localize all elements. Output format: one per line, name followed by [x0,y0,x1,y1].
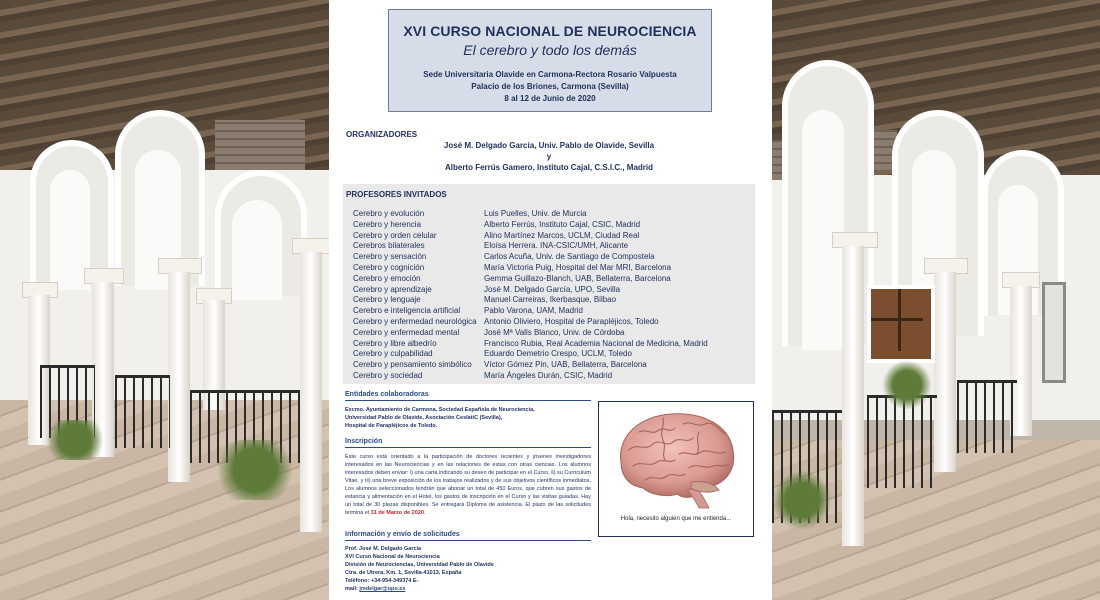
professor-speaker: Eduardo Demetrio Crespo, UCLM, Toledo [484,349,632,359]
professor-row [353,306,583,315]
professor-topic: Cerebro y libre albedrío [353,338,437,348]
contact-address: Ctra. de Utrera, Km. 1, Sevilla-41013, España [345,570,462,576]
inscription-section [345,438,591,517]
professor-topic: Cerebro y cognición [353,263,425,272]
professor-row [353,220,640,229]
collaborators-line: Hospital de Parapléjicos de Toledo. [345,423,438,429]
professor-row [353,263,671,272]
professor-row [353,252,655,261]
collaborators-heading: Entidades colaboradoras [345,391,591,401]
deadline-date: 31 de Marzo de 2020 [370,510,424,516]
title-box [388,9,712,112]
professor-topic: Cerebro y evolución [353,209,425,218]
professor-row [353,371,612,380]
professor-topic: Cerebro y culpabilidad [353,349,433,359]
contact-name: Prof. José M. Delgado García [345,546,422,552]
professor-speaker: Eloísa Herrera. INA-CSIC/UMH, Alicante [484,241,629,251]
organizers-heading: ORGANIZADORES [346,130,418,139]
course-subtitle: El cerebro y todo los demás [463,42,637,58]
professor-speaker: Carlos Acuña, Univ. de Santiago de Compostela [484,252,655,262]
collaborators-line: Excmo. Ayuntamiento de Carmona, Sociedad Española de Neurociencia, [345,407,535,413]
background-photo-right [772,0,1100,600]
course-title: XVI CURSO NACIONAL DE NEUROCIENCIA [403,23,697,39]
background-photo-left [0,0,330,600]
inscription-paragraph [345,453,591,517]
inscription-body: Este curso está orientado a la participación de doctores recientes y jóvenes investigadores interesados en las Neurociencias y en las relaciones de estas con otras ciencias. Los alumnos interesados deben enviar: i) una carta indicando su deseo de participar en el Curso, ii) su Curriculum Vitae, y iii) una breve exposición de los trabajos realizados y de sus objetivos científicos inmediatos. Los alumnos seleccionados tendrán que abonar un total de 450 Euros, que cubren sus gastos de estancia y alimentación en el Hotel, los gastos de inscripción en el Curso y las visitas guiadas. Hay un total de 30 plazas disponibles. Se entregará Diploma de asistencia. El plazo de las solicitudes termina el [345,454,591,516]
professor-topic: Cerebro y aprendizaje [353,284,432,294]
professor-speaker: Luis Puelles, Univ. de Murcia [484,209,587,218]
professors-section [343,184,755,384]
professor-topic: Cerebro y pensamiento simbólico [353,360,472,370]
professor-speaker: Manuel Carreiras, Ikerbasque, Bilbao [484,295,617,305]
contact-phone: Teléfono: +34-954-349374 E- [345,578,419,584]
venue-text: Sede Universitaria Olavide en Carmona-Rectora Rosario Valpuesta [423,70,677,79]
professor-speaker: Alino Martínez Marcos, UCLM, Ciudad Real [484,230,640,240]
professor-topic: Cerebro y herencia [353,219,422,229]
professor-speaker: José Mª Valls Blanco, Univ. de Córdoba [484,327,625,337]
professor-row [353,339,708,348]
professor-row [353,274,671,283]
professor-speaker: Alberto Ferrús, Instituto Cajal, CSIC, Madrid [484,219,641,229]
organizer-1: José M. Delgado García, Univ. Pablo de Olavide, Sevilla [443,141,655,150]
professor-row [353,285,620,294]
professor-speaker: Francisco Rubia, Real Academia Nacional de Medicina, Madrid [484,338,708,348]
brain-icon [599,402,753,512]
brain-image-box [598,401,754,537]
collaborators-line: Universidad Pablo de Olavide, Asociación CesIatiC (Sevilla), [345,415,503,421]
professor-row [353,231,639,240]
professor-speaker: Antonio Oliviero, Hospital de Parapléjicos, Toledo [484,317,659,326]
professor-speaker: José M. Delgado García, UPO, Sevilla [484,284,621,294]
place-text: Palacio de los Briones, Carmona (Sevilla) [471,82,629,91]
image-caption: Hola, necesito alguien que me entienda... [620,516,732,522]
contact-division: División de Neurociencias, Universidad Pablo de Olavide [345,562,494,568]
professor-row [353,360,647,369]
contact-course: XVI Curso Nacional de Neurociencia [345,554,440,560]
professor-topic: Cerebro y lenguaje [353,295,421,305]
organizer-2: Alberto Ferrús Gamero, Instituto Cajal, C.S.I.C., Madrid [444,163,654,172]
professor-row [353,209,587,218]
dates-text: 8 al 12 de Junio de 2020 [504,94,596,103]
professor-topic: Cerebro y emoción [353,273,421,283]
professor-row [353,317,659,326]
professors-heading: PROFESORES INVITADOS [346,190,447,199]
professor-speaker: María Ángeles Durán, CSIC, Madrid [484,371,613,380]
collaborators-section [345,391,591,430]
professor-topic: Cerebro y enfermedad mental [353,327,460,337]
professor-row [353,328,625,337]
organizer-joiner: y [546,152,552,161]
contact-mail-label: mail: [345,586,360,592]
inscription-end: . [423,510,426,516]
professor-speaker: María Victoria Puig, Hospital del Mar MRI, Barcelona [484,263,672,272]
professor-topic: Cerebros bilaterales [353,241,425,251]
professor-speaker: Víctor Gómez Pin, UAB, Bellaterra, Barcelona [484,360,647,370]
professor-speaker: Gemma Guillazo-Blanch, UAB, Bellaterra, Barcelona [484,273,671,283]
professor-speaker: Pablo Varona, UAM, Madrid [484,306,584,316]
contact-heading: Información y envío de solicitudes [345,531,591,541]
professor-topic: Cerebro y enfermedad neurológica [353,317,477,326]
poster-document [329,0,772,600]
professor-topic: Cerebro y sensación [353,252,427,262]
email-link[interactable]: jmdelgar@upo.es [359,586,406,592]
professor-topic: Cerebro e inteligencia artificial [353,306,461,316]
professor-row [353,241,628,250]
professor-row [353,295,616,304]
inscription-heading: Inscripción [345,438,591,448]
professor-topic: Cerebro y sociedad [353,371,423,380]
professor-topic: Cerebro y orden celular [353,230,437,240]
professor-row [353,349,632,358]
contact-section [345,531,591,593]
